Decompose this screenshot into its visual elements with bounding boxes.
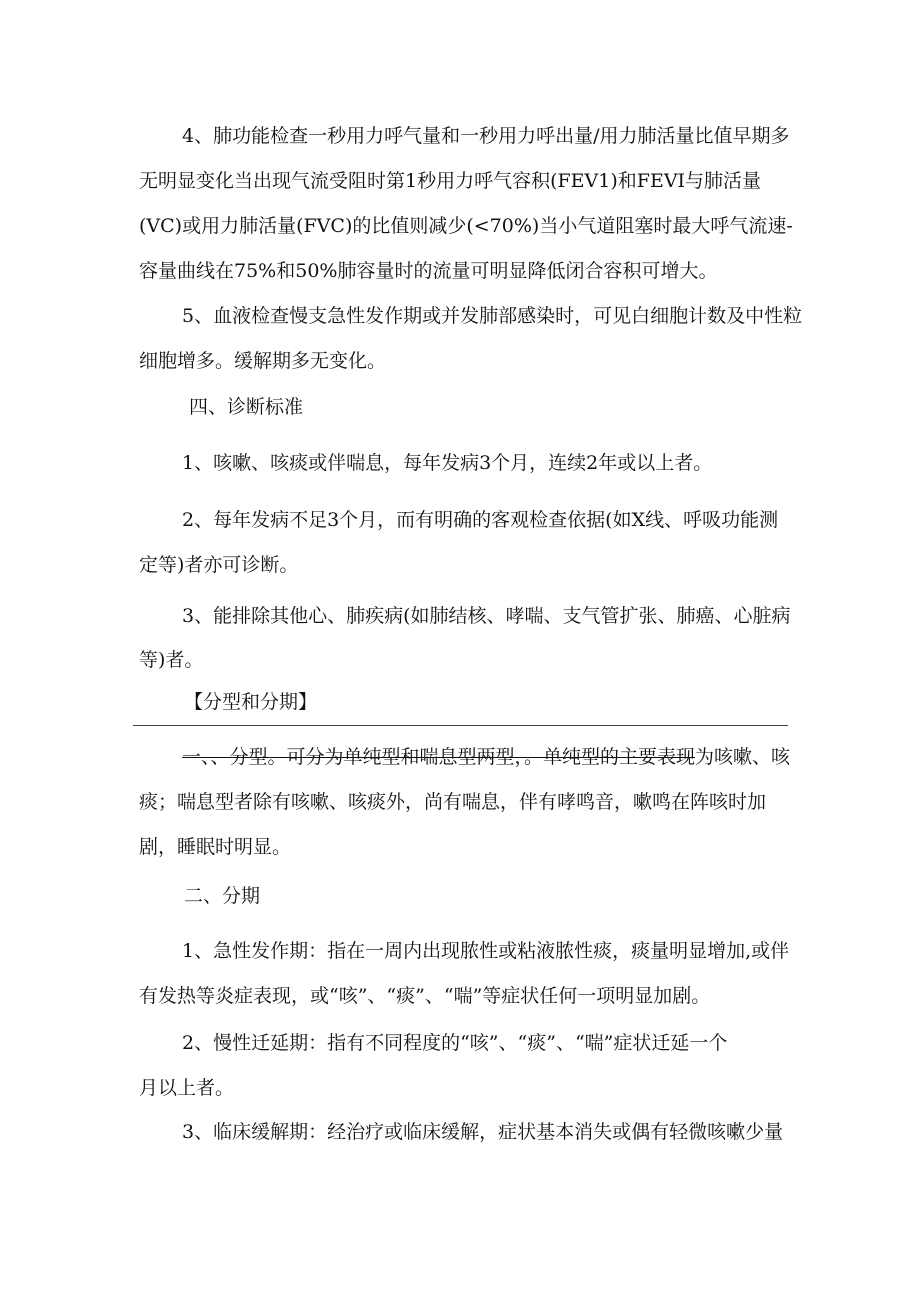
types-line1 (182, 745, 790, 769)
para5-line2: 细胞增多。缓解期多无变化。 (139, 350, 387, 372)
types-line3: 剧，睡眠时明显。 (139, 836, 292, 858)
criterion-2-line2: 定等)者亦可诊断。 (139, 554, 299, 576)
para4-line3: (VC)或用力肺活量(FVC)的比值则减少(<70%)当小气道阻塞时最大呼气流速- (139, 215, 793, 237)
criterion-1: 1、咳嗽、咳痰或伴喘息，每年发病3个月，连续2年或以上者。 (182, 452, 713, 474)
stage-2-line2: 月以上者。 (139, 1077, 235, 1099)
stage-1-line2: 有发热等炎症表现，或“咳”、“痰”、“喘”等症状任何一项明显加剧。 (139, 985, 711, 1007)
criterion-3-line1: 3、能排除其他心、肺疾病(如肺结核、哮喘、支气管扩张、肺癌、心脏病 (182, 605, 791, 627)
stage-3-line1: 3、临床缓解期：经治疗或临床缓解，症状基本消失或偶有轻微咳嗽少量 (182, 1121, 784, 1143)
para4-line4: 容量曲线在75%和50%肺容量时的流量可明显降低闭合容积可增大。 (139, 260, 718, 282)
criterion-2-line1: 2、每年发病不足3个月，而有明确的客观检查依据(如X线、呼吸功能测 (182, 509, 779, 531)
types-line2: 痰；喘息型者除有咳嗽、咳痰外，尚有喘息，伴有哮鸣音，嗽鸣在阵咳时加 (139, 791, 767, 813)
criterion-3-line2: 等)者。 (139, 649, 204, 671)
horizontal-divider (133, 725, 788, 726)
heading-stages: 二、分期 (184, 885, 261, 907)
para4-line2: 无明显变化当出现气流受阻时第1秒用力呼气容积(FEV1)和FEVI与肺活量 (139, 170, 762, 192)
heading-diagnosis: 四、诊断标准 (189, 396, 304, 418)
stage-1-line1: 1、急性发作期：指在一周内出现脓性或粘液脓性痰，痰量明显增加,或伴 (182, 940, 790, 962)
types-line1-rest: 为咳嗽、咳 (695, 746, 791, 768)
para4-line1: 4、肺功能检查一秒用力呼气量和一秒用力呼出量/用力肺活量比值早期多 (182, 125, 790, 147)
para5-line1: 5、血液检查慢支急性发作期或并发肺部感染时，可见白细胞计数及中性粒 (182, 305, 803, 327)
stage-2-line1: 2、慢性迁延期：指有不同程度的“咳”、“痰”、“喘”症状迁延一个 (182, 1032, 728, 1054)
heading-types: 【分型和分期】 (184, 691, 318, 713)
types-line1-struck-text: 一、、分型。可分为单纯型和喘息型两型，。单纯型的主要表现 (182, 746, 696, 768)
